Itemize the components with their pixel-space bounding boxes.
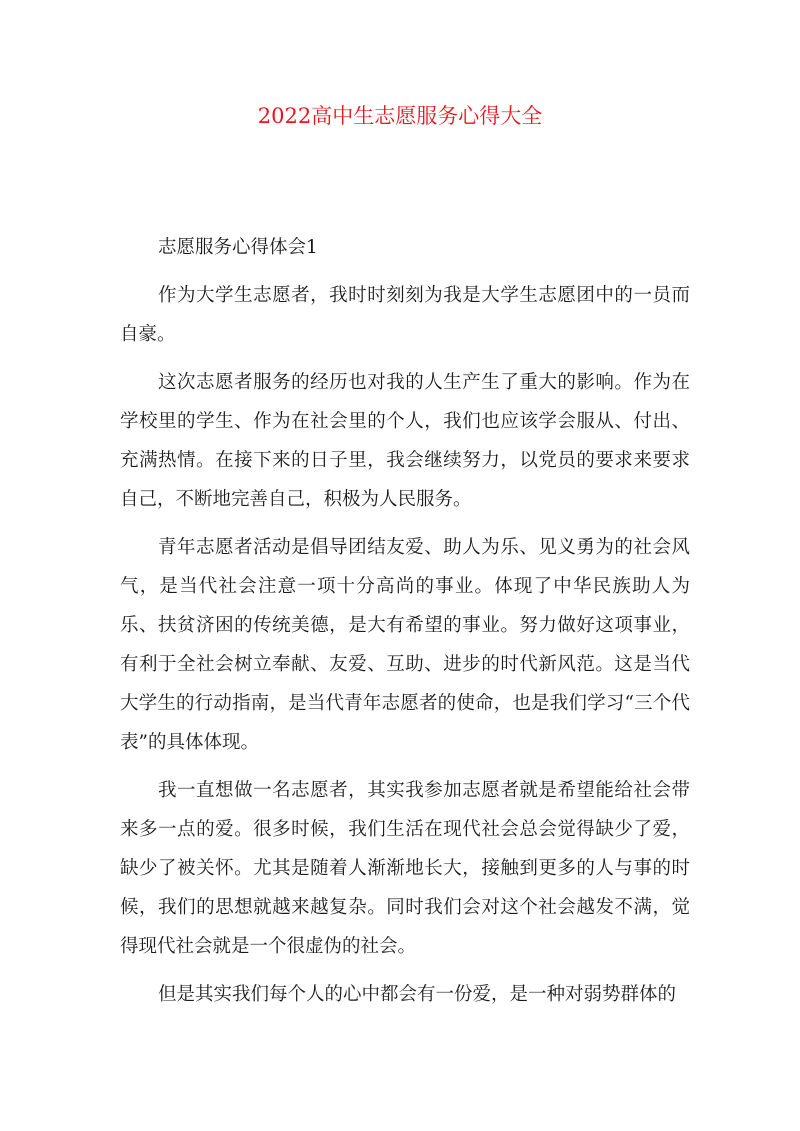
section-heading: 志愿服务心得体会1 [158,237,318,258]
document-body [120,228,690,1014]
paragraph: 青年志愿者活动是倡导团结友爱、助人为乐、见义勇为的社会风气，是当代社会注意一项十分高尚的事业。体现了中华民族助人为乐、扶贫济困的传统美德，是大有希望的事业。努力做好这项事业，有利于全社会树立奉献、友爱、互助、进步的时代新风范。这是当代大学生的行动指南，是当代青年志愿者的使命，也是我们学习“三个代表”的具体体现。 [120,537,690,753]
document-title: 2022高中生志愿服务心得大全 [257,104,543,128]
paragraph: 我一直想做一名志愿者，其实我参加志愿者就是希望能给社会带来多一点的爱。很多时候，我们生活在现代社会总会觉得缺少了爱，缺少了被关怀。尤其是随着人渐渐地长大，接触到更多的人与事的时候，我们的思想就越来越复杂。同时我们会对这个社会越发不满，觉得现代社会就是一个很虚伪的社会。 [120,780,690,957]
paragraph: 但是其实我们每个人的心中都会有一份爱，是一种对弱势群体的 [158,984,677,1005]
paragraph: 这次志愿者服务的经历也对我的人生产生了重大的影响。作为在学校里的学生、作为在社会里的个人，我们也应该学会服从、付出、充满热情。在接下来的日子里，我会继续努力，以党员的要求来要求自己，不断地完善自己，积极为人民服务。 [120,372,690,510]
paragraph: 作为大学生志愿者，我时时刻刻为我是大学生志愿团中的一员而自豪。 [120,285,690,345]
